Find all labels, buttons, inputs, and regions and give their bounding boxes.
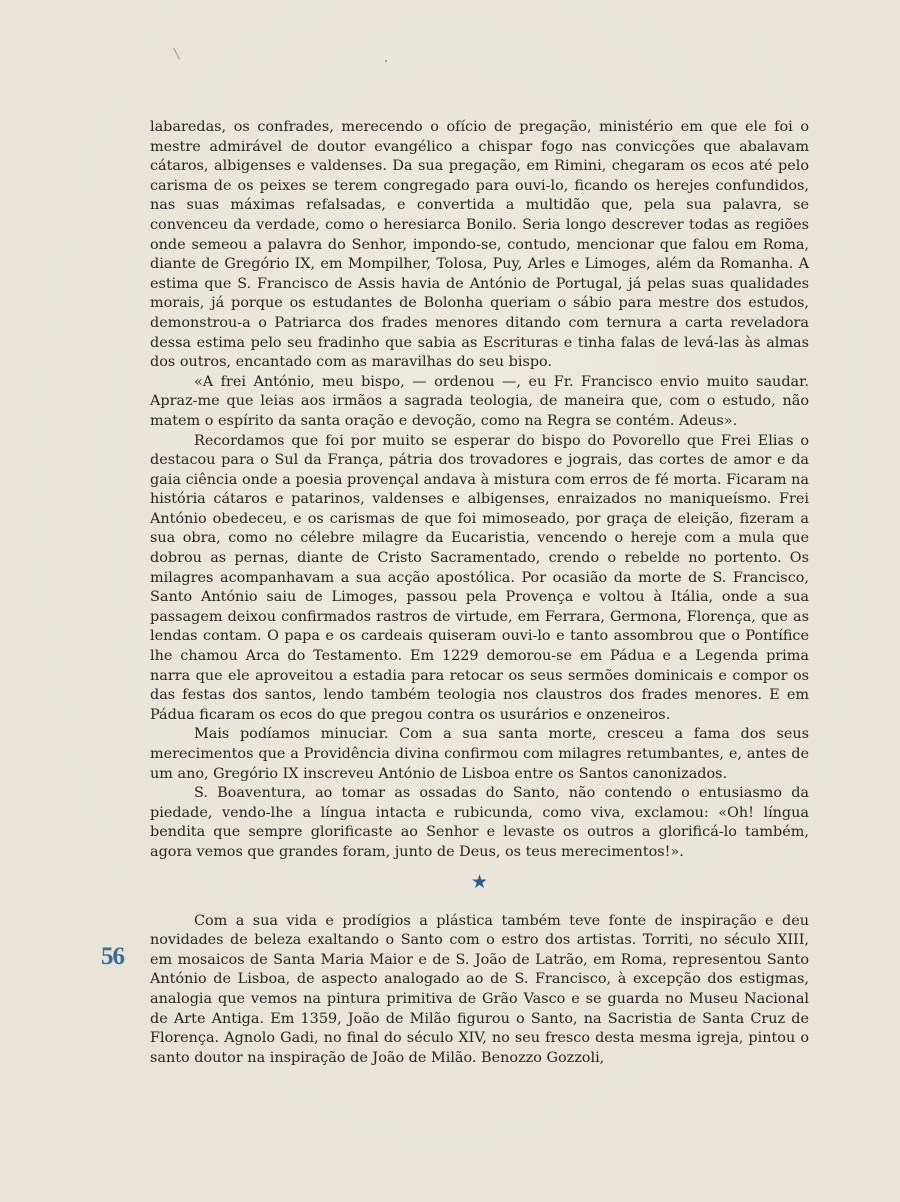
paragraph: «A frei António, meu bispo, — ordenou —, eu Fr. Francisco envio muito saudar. Apraz-me que leias aos irmãos a sagrada teologia, de maneira que, com o estudo, não matem o espírito da santa oração e devoção, como na Regra se contém. Adeus». — [150, 373, 809, 429]
paper-mark — [173, 48, 180, 60]
paper-speck — [385, 60, 387, 62]
body-text — [150, 118, 809, 1068]
section-separator-star-icon: ★ — [470, 870, 489, 893]
paragraph: Mais podíamos minuciar. Com a sua santa morte, cresceu a fama dos seus merecimentos que a Providência divina confirmou com milagres retumbantes, e, antes de um ano, Gregório IX inscreveu António de Lisboa entre os Santos canonizados. — [150, 726, 809, 782]
paragraph: S. Boaventura, ao tomar as ossadas do Santo, não contendo o entusiasmo da piedade, vendo-lhe a língua intacta e rubicunda, como viva, exclamou: «Oh! língua bendita que sempre glorificaste ao Senhor e levaste os outros a glorificá-lo também, agora vemos que grandes foram, junto de Deus, os teus merecimentos!». — [150, 785, 809, 860]
paragraph: labaredas, os confrades, merecendo o ofício de pregação, ministério em que ele foi o mestre admirável de doutor evangélico a chispar fogo nas convicções que abalavam cátaros, albigenses e valdenses. Da sua pregação, em Rimini, chegaram os ecos até pelo carisma de os peixes se terem congregado para ouvi-lo, ficando os herejes confundidos, nas suas máximas refalsadas, e convertida a multidão que, pela sua palavra, se convenceu da verdade, como o heresiarca Bonilo. Seria longo descrever todas as regiões onde semeou a palavra do Senhor, impondo-se, contudo, mencionar que falou em Roma, diante de Gregório IX, em Mompilher, Tolosa, Puy, Arles e Limoges, além da Romanha. A estima que S. Francisco de Assis havia de António de Portugal, já pelas suas qualidades morais, já porque os estudantes de Bolonha queriam o sábio para mestre dos estudos, demonstrou-a o Patriarca dos frades menores ditando com ternura a carta reveladora dessa estima pelo seu fradinho que sabia as Escrituras e tinha falas de levá-las às almas dos outros, encantado com as maravilhas do seu bispo. — [150, 119, 809, 371]
paragraph: Com a sua vida e prodígios a plástica também teve fonte de inspiração e deu novidades de beleza exaltando o Santo com o estro dos artistas. Torriti, no século XIII, em mosaicos de Santa Maria Maior e de S. João de Latrão, em Roma, representou Santo António de Lisboa, de aspecto analogado ao de S. Francisco, à excepção dos estigmas, analogia que vemos na pintura primitiva de Grão Vasco e se guarda no Museu Nacional de Arte Antiga. Em 1359, João de Milão figurou o Santo, na Sacristia de Santa Cruz de Florença. Agnolo Gadi, no final do século XIV, no seu fresco desta mesma igreja, pintou o santo doutor na inspiração de João de Milão. Benozzo Gozzoli, — [150, 912, 809, 1066]
page-number: 56 — [101, 943, 124, 970]
paragraph: Recordamos que foi por muito se esperar do bispo do Povorello que Frei Elias o destacou para o Sul da França, pátria dos trovadores e jograis, das cortes de amor e da gaia ciência onde a poesia provençal andava à mistura com erros de fé morta. Ficaram na história cátaros e patarinos, valdenses e albigenses, enraizados no maniqueísmo. Frei António obedeceu, e os carismas de que foi mimoseado, por graça de eleição, fizeram a sua obra, como no célebre milagre da Eucaristia, vencendo o hereje com a mula que dobrou as pernas, diante de Cristo Sacramentado, crendo o rebelde no portento. Os milagres acompanhavam a sua acção apostólica. Por ocasião da morte de S. Francisco, Santo António saiu de Limoges, passou pela Provença e voltou à Itália, onde a sua passagem deixou confirmados rastros de virtude, em Ferrara, Germona, Florença, que as lendas contam. O papa e os cardeais quiseram ouvi-lo e tanto assombrou que o Pontífice lhe chamou Arca do Testamento. Em 1229 demorou-se em Pádua e a Legenda prima narra que ele aproveitou a estadia para retocar os seus sermões dominicais e compor os das festas dos santos, lendo também teologia nos claustros dos frades menores. E em Pádua ficaram os ecos do que pregou contra os usurários e onzeneiros. — [150, 432, 809, 723]
